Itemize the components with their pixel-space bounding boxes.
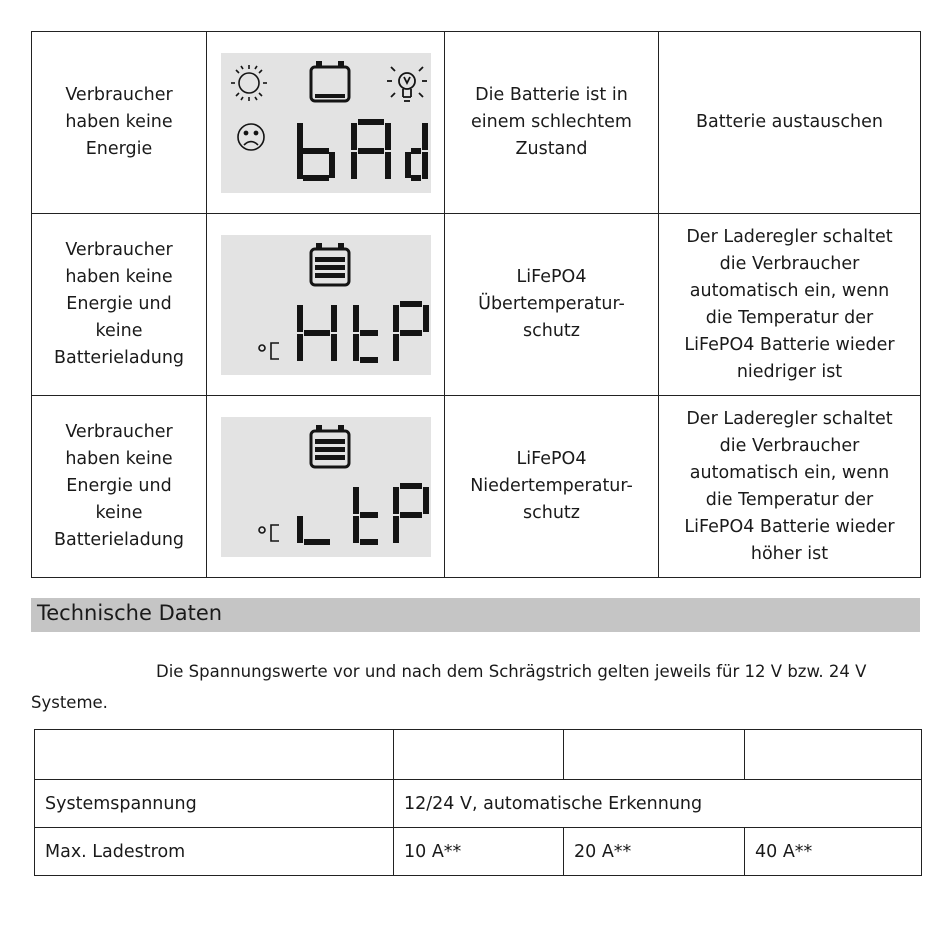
table-row (32, 214, 921, 396)
symptom-cell: Verbraucher haben keine Energie (32, 32, 207, 214)
remedy-cell: Batterie austauschen (659, 32, 921, 214)
spec-row-system-voltage (35, 780, 922, 828)
troubleshooting-table (31, 31, 921, 578)
spec-label: Max. Ladestrom (35, 828, 394, 876)
lcd-display-bad (221, 53, 431, 193)
cause-cell: LiFePO4 Übertemperatur- schutz (445, 214, 659, 396)
section-header-bar (31, 598, 920, 632)
spec-header-row (35, 730, 922, 780)
table-row (32, 32, 921, 214)
spec-header-cell (564, 730, 745, 780)
spec-label: Systemspannung (35, 780, 394, 828)
remedy-cell: Der Laderegler schaltet die Verbraucher automatisch ein, wenn die Temperatur der LiFePO4 Batterie wieder höher ist (659, 396, 921, 578)
symptom-cell: Verbraucher haben keine Energie und keine Batterieladung (32, 214, 207, 396)
spec-header-cell (35, 730, 394, 780)
remedy-cell: Der Laderegler schaltet die Verbraucher automatisch ein, wenn die Temperatur der LiFePO4 Batterie wieder niedriger ist (659, 214, 921, 396)
spec-header-cell (745, 730, 922, 780)
table-row (32, 396, 921, 578)
spec-value: 40 A** (745, 828, 922, 876)
spec-value: 10 A** (394, 828, 564, 876)
intro-text-line1: Die Spannungswerte vor und nach dem Schrägstrich gelten jeweils für 12 V bzw. 24 V (156, 662, 867, 681)
lcd-display-cell (207, 214, 445, 396)
spec-value: 20 A** (564, 828, 745, 876)
spec-value: 12/24 V, automatische Erkennung (394, 780, 922, 828)
spec-row-max-charge-current (35, 828, 922, 876)
symptom-cell: Verbraucher haben keine Energie und keine Batterieladung (32, 396, 207, 578)
lcd-display-ltp (221, 417, 431, 557)
spec-header-cell (394, 730, 564, 780)
intro-text-line2: Systeme. (31, 693, 108, 712)
section-title: Technische Daten (37, 601, 223, 625)
lcd-display-htp (221, 235, 431, 375)
spec-table (34, 729, 922, 876)
cause-cell: Die Batterie ist in einem schlechtem Zustand (445, 32, 659, 214)
cause-cell: LiFePO4 Niedertemperatur- schutz (445, 396, 659, 578)
lcd-display-cell (207, 396, 445, 578)
lcd-display-cell (207, 32, 445, 214)
